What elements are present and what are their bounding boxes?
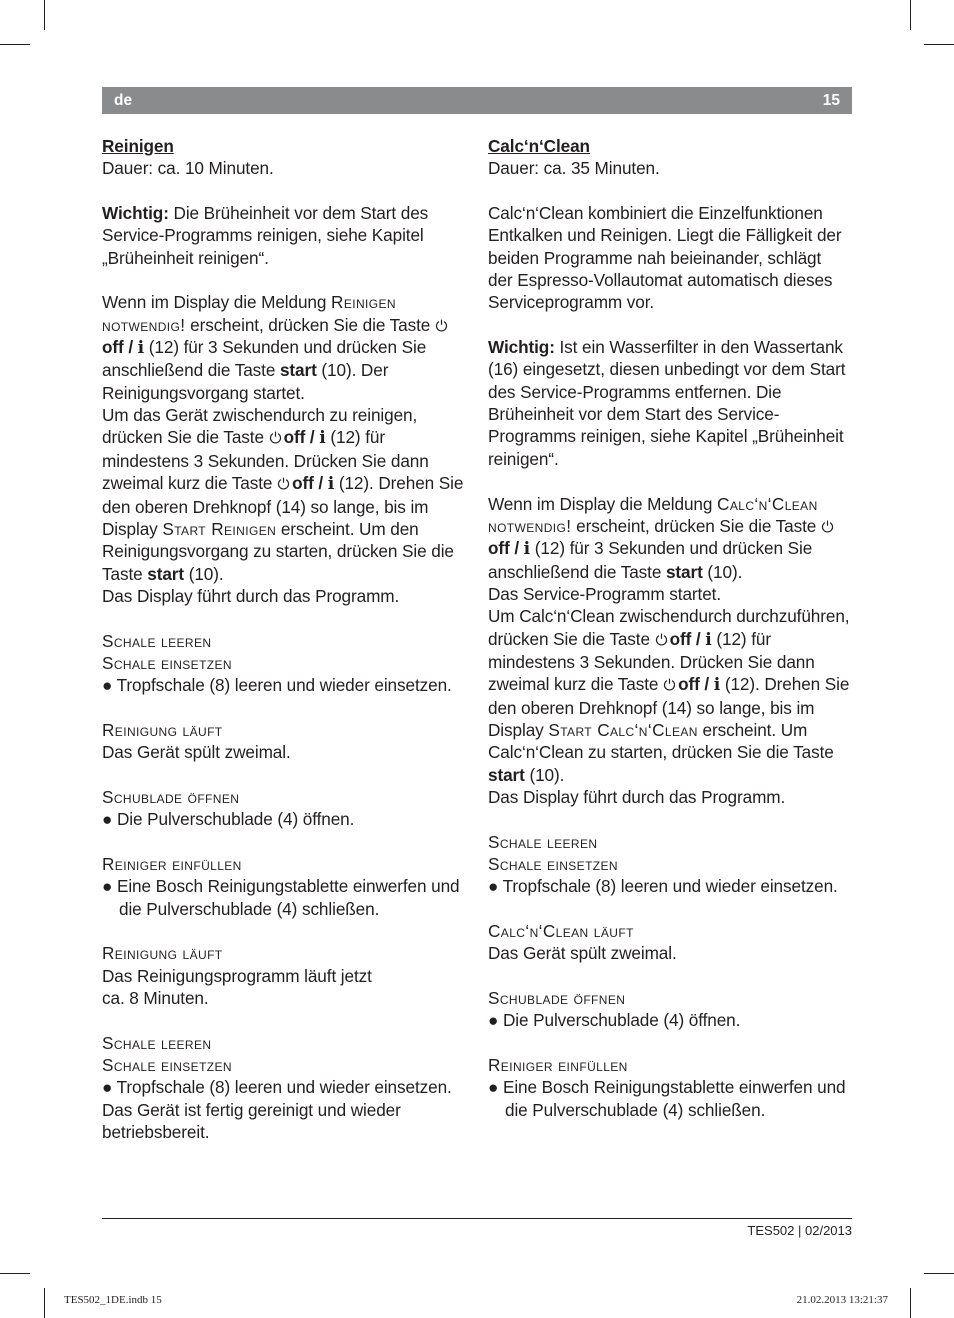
- display-message: Schale leeren: [488, 831, 598, 852]
- power-icon: [663, 678, 676, 691]
- instruction-paragraph: Um das Gerät zwischendurch zu reinigen, drücken Sie die Taste off / i (12) für mindestens 3 Sekunden. Drücken Sie dann zweimal kurz die Taste off / i (12). Drehen Sie den oberen Drehknopf (14) so lange, bis im Display Start Reinigen erscheint. Um den Reinigungsvorgang zu starten, drücken Sie die Taste start (10).: [102, 405, 464, 584]
- instruction-paragraph: Das Display führt durch das Programm.: [488, 786, 786, 807]
- display-message: Schale leeren: [102, 1032, 212, 1053]
- crop-mark: [44, 1288, 45, 1318]
- step-text: Das Gerät spült zweimal.: [102, 742, 291, 763]
- display-message: Schublade öffnen: [102, 786, 240, 807]
- instruction-paragraph: Wenn im Display die Meldung Calc‘n‘Clean notwendig! erscheint, drücken Sie die Taste off / i (12) für 3 Sekunden und drücken Sie anschließend die Taste start (10).: [488, 493, 850, 583]
- display-message: Reiniger einfüllen: [488, 1055, 628, 1076]
- right-column: [488, 135, 850, 1121]
- info-glyph: i: [705, 629, 712, 650]
- display-message: Schale leeren: [102, 630, 212, 651]
- bullet-item: ● Die Pulverschublade (4) öffnen.: [102, 809, 355, 830]
- important-label: Wichtig:: [102, 203, 169, 224]
- step-text: Das Gerät spült zweimal.: [488, 943, 677, 964]
- step-text: Das Gerät ist fertig gereinigt und wieder betriebsbereit.: [102, 1099, 401, 1143]
- power-icon: [269, 431, 282, 444]
- info-glyph: i: [713, 675, 721, 696]
- power-icon: [277, 477, 290, 490]
- display-message: Reinigen notwendig!: [102, 292, 396, 335]
- display-message: Reinigung läuft: [102, 719, 223, 740]
- step-text: ca. 8 Minuten.: [102, 988, 209, 1009]
- info-glyph: i: [137, 338, 145, 359]
- language-code: de: [114, 92, 133, 109]
- instruction-paragraph: Das Display führt durch das Programm.: [102, 585, 400, 606]
- section-title: Calc‘n‘Clean: [488, 136, 590, 156]
- bullet-item: ● Eine Bosch Reinigungstablette einwerfen und die Pulverschublade (4) schließen.: [102, 876, 460, 919]
- display-message: Start Reinigen: [162, 518, 277, 539]
- display-message: Schale einsetzen: [488, 854, 618, 874]
- bullet-item: ● Tropfschale (8) leeren und wieder einsetzen.: [102, 675, 452, 696]
- power-icon: [821, 520, 834, 533]
- important-note: Wichtig: Die Brüheinheit vor dem Start des Service-Programms reinigen, siehe Kapitel „Brüheinheit reinigen“.: [102, 203, 429, 268]
- display-message: Schale einsetzen: [102, 652, 232, 673]
- crop-mark: [44, 0, 45, 30]
- duration: Dauer: ca. 10 Minuten.: [102, 158, 274, 179]
- print-slug-file: TES502_1DE.indb 15: [64, 1294, 162, 1306]
- info-glyph: i: [523, 539, 531, 560]
- bullet-item: ● Tropfschale (8) leeren und wieder einsetzen.: [488, 876, 838, 897]
- bullet-item: ● Eine Bosch Reinigungstablette einwerfen und die Pulverschublade (4) schließen.: [488, 1077, 846, 1120]
- crop-mark: [924, 1273, 954, 1274]
- important-label: Wichtig:: [488, 337, 555, 358]
- display-message: Calc‘n‘Clean läuft: [488, 921, 634, 942]
- info-glyph: i: [327, 474, 335, 495]
- page-number: 15: [822, 92, 840, 109]
- left-column: [102, 135, 464, 1143]
- display-message: Reiniger einfüllen: [102, 854, 242, 874]
- display-message: Start Calc‘n‘Clean: [548, 719, 698, 740]
- footer-rule: [102, 1218, 852, 1219]
- display-message: Schublade öffnen: [488, 988, 626, 1009]
- display-message: Reinigung läuft: [102, 943, 223, 964]
- crop-mark: [910, 0, 911, 30]
- footer-model-date: TES502 | 02/2013: [747, 1223, 852, 1238]
- power-icon: [655, 633, 668, 646]
- display-message: Calc‘n‘Clean notwendig!: [488, 493, 818, 536]
- info-glyph: i: [319, 428, 326, 449]
- intro-paragraph: Calc‘n‘Clean kombiniert die Einzelfunktionen Entkalken und Reinigen. Liegt die Fälligkeit der beiden Programme nah beieinander, schlägt der Espresso-Vollautomat automatisch dieses Serviceprogramm vor.: [488, 203, 842, 313]
- section-title: Reinigen: [102, 136, 174, 156]
- bullet-item: ● Tropfschale (8) leeren und wieder einsetzen.: [102, 1077, 452, 1098]
- crop-mark: [924, 44, 954, 45]
- duration: Dauer: ca. 35 Minuten.: [488, 158, 660, 179]
- bullet-item: ● Die Pulverschublade (4) öffnen.: [488, 1010, 741, 1031]
- crop-mark: [0, 44, 30, 45]
- crop-mark: [0, 1273, 30, 1274]
- page-header: [102, 87, 852, 114]
- power-icon: [435, 319, 448, 332]
- important-note: Wichtig: Ist ein Wasserfilter in den Wassertank (16) eingesetzt, diesen unbedingt vor dem Start des Service-Programms entfernen. Die Brüheinheit vor dem Start des Service-Programms reinigen, siehe Kapitel „Brüheinheit reinigen“.: [488, 337, 846, 469]
- instruction-paragraph: Das Service-Programm startet.: [488, 583, 722, 604]
- instruction-paragraph: Wenn im Display die Meldung Reinigen notwendig! erscheint, drücken Sie die Taste off / i (12) für 3 Sekunden und drücken Sie anschließend die Taste start (10). Der Reinigungsvorgang startet.: [102, 291, 464, 404]
- step-text: Das Reinigungsprogramm läuft jetzt: [102, 965, 372, 986]
- instruction-paragraph: Um Calc‘n‘Clean zwischendurch durchzuführen, drücken Sie die Taste off / i (12) für mindestens 3 Sekunden. Drücken Sie dann zweimal kurz die Taste off / i (12). Drehen Sie den oberen Drehknopf (14) so lange, bis im Display Start Calc‘n‘Clean erscheint. Um Calc‘n‘Clean zu starten, drücken Sie die Taste start (10).: [488, 606, 850, 785]
- display-message: Schale einsetzen: [102, 1055, 232, 1076]
- crop-mark: [910, 1288, 911, 1318]
- print-slug-date: 21.02.2013 13:21:37: [796, 1294, 888, 1306]
